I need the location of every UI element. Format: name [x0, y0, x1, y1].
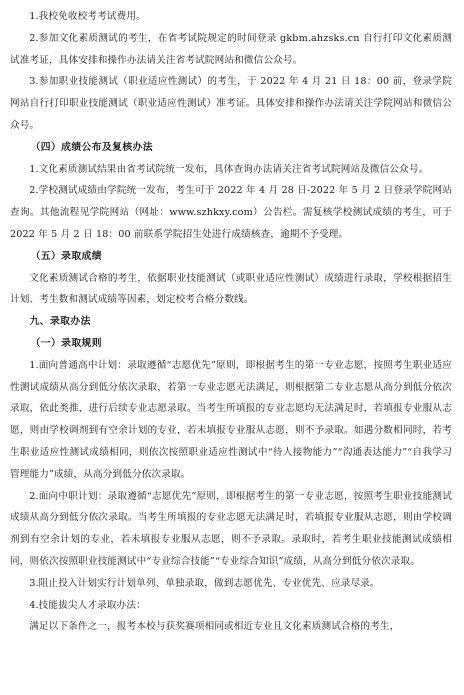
paragraph-rule-plan: 3.阻止投入计划实行计划单列、单独录取，做到志愿优先、专业优先、应录尽录。	[29, 577, 380, 589]
paragraph-fee-waiver: 1.我校免收校考考试费用。	[29, 11, 146, 22]
paragraph-school-result: 2.学校测试成绩由学院统一发布，考生可于 2022 年 4 月 28 日-2022 年 5 月 2 日登录学院网站查询。其他流程见学院网站（网址：www.szhkxy.com）公告栏。需复核学校测试成绩的考生，可于 2022 年 5 月 2 日 18：00 前联系学院招生处进行成绩核查，逾期不予受理。	[10, 185, 452, 240]
paragraph-rule-talent: 4.技能拔尖人才录取办法：	[29, 599, 146, 611]
paragraph-rule-talent-conditions: 满足以下条件之一，报考本校与获奖赛项相同或相近专业且文化素质测试合格的考生，	[29, 621, 400, 633]
paragraph-skill-ticket: 3.参加职业技能测试（职业适应性测试）的考生，于 2022 年 4 月 21 日 18：00 前，登录学院网站自行打印职业技能测试（职业适应性测试）准考证。具体安排和操作办法请关注学院网站和微信公众号。	[10, 76, 452, 131]
paragraph-rule-high-school: 1.面向普通高中计划：录取遵循“志愿优先”原则，即根据考生的第一专业志愿，按照考生职业适应性测试成绩从高分到低分依次录取，若第一专业志愿无法满足，则根据第二专业志愿从高分到低分依次录取，依此类推，进行后续专业志愿录取。当考生所填报的专业志愿均无法满足时，若填报专业服从志愿，则由学校调剂到有空余计划的专业，若未填报专业服从志愿，则不予录取。如遇分数相同时，若考生职业适应性测试成绩相同，则依次按照职业适应性测试中“待人接物能力”“沟通表达能力”“自我学习管理能力”成绩，从高分到低分依次录取。	[10, 359, 452, 480]
paragraph-culture-result: 1.文化素质测试结果由省考试院统一发布，具体查询办法请关注省考试院网站及微信公众号。	[29, 163, 429, 175]
paragraph-rule-vocational: 2.面向中职计划：录取遵循“志愿优先”原则，即根据考生的第一专业志愿，按照考生职业技能测试成绩从高分到低分依次录取。当考生所填报的专业志愿无法满足时，若填报专业服从志愿，则由学校调剂到有空余计划的专业，若未填报专业服从志愿，则不予录取。录取时，若考生职业技能测试成绩相同，则依次按照职业技能测试中“专业综合技能”“专业综合知识”成绩，从高分到低分依次录取。	[10, 490, 452, 567]
section-heading-admission-score: （五）录取成绩	[30, 250, 102, 262]
section-heading-admission-rules: （一）录取规则	[30, 337, 102, 349]
section-heading-score-review: （四）成绩公布及复核办法	[30, 141, 153, 153]
paragraph-admission-score: 文化素质测试合格的考生，依据职业技能测试（或职业适应性测试）成绩进行录取，学校根据招生计划、考生数和测试成绩等因素，划定校考合格分数线。	[10, 272, 452, 306]
section-heading-admission-method: 九、录取办法	[29, 316, 91, 328]
paragraph-culture-ticket: 2.参加文化素质测试的考生，在省考试院规定的时间登录 gkbm.ahzsks.cn 自行打印文化素质测试准考证，具体安排和操作办法请关注省考试院网站和微信公众号。	[10, 32, 452, 66]
